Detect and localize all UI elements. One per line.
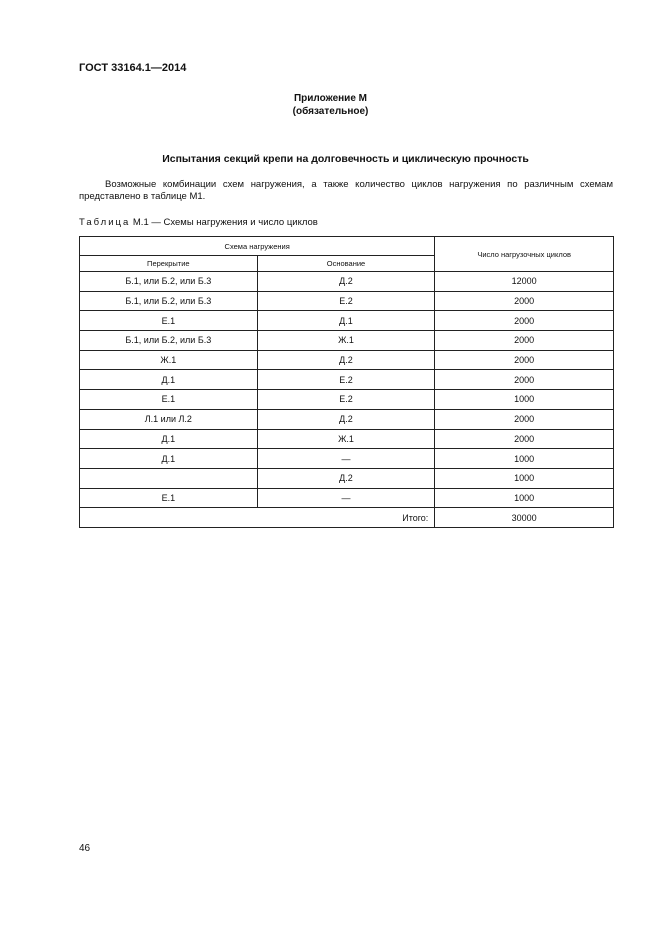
document-code: ГОСТ 33164.1—2014 — [79, 62, 187, 74]
cell-base: Д.2 — [257, 468, 435, 488]
cell-roof: Б.1, или Б.2, или Б.3 — [80, 272, 258, 292]
total-value: 30000 — [435, 508, 614, 528]
table-caption-label: Таблица — [79, 217, 131, 228]
cell-roof: Е.1 — [80, 488, 258, 508]
table-row — [80, 272, 614, 292]
appendix-status: (обязательное) — [292, 106, 369, 117]
cell-base: Д.2 — [257, 272, 435, 292]
cell-cycles: 2000 — [435, 370, 614, 390]
total-label: Итого: — [80, 508, 435, 528]
cell-roof: Е.1 — [80, 311, 258, 331]
cell-base: Ж.1 — [257, 429, 435, 449]
cell-base: Д.2 — [257, 350, 435, 370]
table-row — [80, 311, 614, 331]
cell-cycles: 2000 — [435, 429, 614, 449]
page-number: 46 — [79, 843, 91, 854]
cell-base: Е.2 — [257, 291, 435, 311]
table-row — [80, 488, 614, 508]
table-row — [80, 370, 614, 390]
cell-roof: Б.1, или Б.2, или Б.3 — [80, 331, 258, 351]
table-caption-text: М.1 — Схемы нагружения и число циклов — [130, 217, 318, 228]
table-row — [80, 350, 614, 370]
table-row — [80, 331, 614, 351]
intro-line-1: Возможные комбинации схем нагружения, а также количество циклов нагружения по различным схемам — [105, 179, 613, 190]
cell-roof: Д.1 — [80, 449, 258, 469]
table-row — [80, 449, 614, 469]
cell-cycles: 2000 — [435, 311, 614, 331]
table-row — [80, 291, 614, 311]
cell-cycles: 12000 — [435, 272, 614, 292]
cell-roof — [80, 468, 258, 488]
cell-cycles: 1000 — [435, 449, 614, 469]
cell-roof: Е.1 — [80, 390, 258, 410]
cell-cycles: 1000 — [435, 468, 614, 488]
table-row — [80, 409, 614, 429]
cell-base: — — [257, 488, 435, 508]
cell-base: Е.2 — [257, 370, 435, 390]
header-load-scheme: Схема нагружения — [80, 237, 435, 256]
cell-cycles: 1000 — [435, 488, 614, 508]
intro-paragraph — [79, 179, 613, 203]
cell-roof: Б.1, или Б.2, или Б.3 — [80, 291, 258, 311]
cell-cycles: 2000 — [435, 409, 614, 429]
table-caption — [79, 217, 318, 228]
cell-roof: Ж.1 — [80, 350, 258, 370]
header-cycles: Число нагрузочных циклов — [435, 237, 614, 272]
cell-base: Ж.1 — [257, 331, 435, 351]
table-row — [80, 468, 614, 488]
appendix-heading — [0, 92, 661, 118]
total-row — [80, 508, 614, 528]
intro-line-2: представлено в таблице М1. — [79, 191, 206, 202]
cell-cycles: 2000 — [435, 291, 614, 311]
cell-cycles: 2000 — [435, 350, 614, 370]
cell-roof: Д.1 — [80, 370, 258, 390]
section-title: Испытания секций крепи на долговечность и циклическую прочность — [162, 153, 529, 165]
load-schemes-table — [79, 236, 614, 528]
cell-base: Д.2 — [257, 409, 435, 429]
table-row — [80, 429, 614, 449]
cell-roof: Д.1 — [80, 429, 258, 449]
header-roof: Перекрытие — [80, 256, 258, 272]
cell-base: Д.1 — [257, 311, 435, 331]
header-base: Основание — [257, 256, 435, 272]
cell-roof: Л.1 или Л.2 — [80, 409, 258, 429]
cell-cycles: 1000 — [435, 390, 614, 410]
cell-base: Е.2 — [257, 390, 435, 410]
cell-base: — — [257, 449, 435, 469]
appendix-title: Приложение М — [293, 93, 368, 104]
cell-cycles: 2000 — [435, 331, 614, 351]
table-row — [80, 390, 614, 410]
